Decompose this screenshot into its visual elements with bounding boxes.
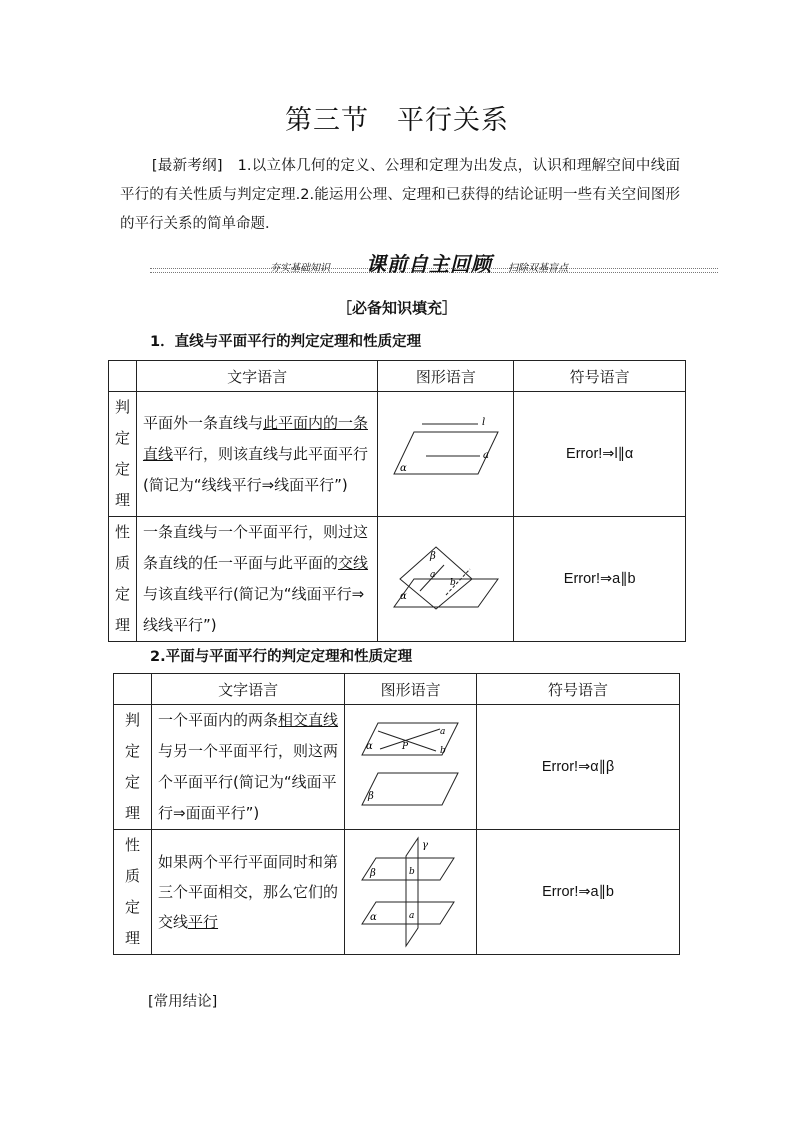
table-header-row [114, 674, 680, 705]
header-cell: 图形语言 [378, 361, 514, 392]
label-a: a [408, 911, 414, 921]
header-cell [114, 674, 152, 705]
banner-right-text: 扫除双基盲点 [508, 263, 568, 274]
figure-cell [345, 705, 477, 830]
text-cell [152, 830, 345, 955]
text-cell [136, 392, 377, 517]
label-a: a [482, 450, 489, 461]
page-title [0, 98, 794, 137]
plane-plane-parallel-table [113, 673, 680, 955]
symbol-cell: Error!⇒a∥b [514, 517, 686, 642]
text-part: 平面外一条直线与 [142, 413, 263, 432]
symbol-cell: Error!⇒a∥b [477, 830, 680, 955]
symbol-cell: Error!⇒l∥α [514, 392, 686, 517]
label-alpha: α [399, 591, 407, 602]
label-alpha: α [399, 463, 407, 474]
row-label: 性质定理 [109, 517, 137, 642]
symbol-cell: Error!⇒α∥β [477, 705, 680, 830]
line-plane-parallel-table [108, 360, 686, 642]
underlined-text: 交线 [337, 554, 368, 572]
underlined-text: 平行 [188, 913, 219, 931]
table1-heading: 1．直线与平面平行的判定定理和性质定理 [150, 334, 422, 350]
text-part: 一条直线与一个平面平行，则过这条直线的任一平面与此平面的 [142, 523, 368, 572]
figure-cell [378, 392, 514, 517]
underlined-text: 此平面内的一条直线 [142, 413, 368, 463]
text-part: 与该直线平行(简记为“线面平行⇒线线平行”) [142, 585, 365, 634]
row-label: 性质定理 [114, 830, 152, 955]
table-row [109, 392, 686, 517]
label-gamma: γ [421, 840, 428, 851]
syllabus-outline: [最新考纲] 1.以立体几何的定义、公理和定理为出发点，认识和理解空间中线面平行的有关性质与判定定理.2.能运用公理、定理和已获得的结论证明一些有关空间图形的平行关系的简单命题． [120, 158, 680, 232]
table2-heading: 2.平面与平面平行的判定定理和性质定理 [150, 649, 413, 665]
label-beta: β [367, 791, 374, 802]
line-plane-figure [386, 412, 506, 492]
label-P: P [401, 742, 408, 752]
row-label: 判定定理 [109, 392, 137, 517]
section-number: 第三节 [285, 105, 369, 136]
table-row [114, 705, 680, 830]
header-cell: 文字语言 [152, 674, 345, 705]
label-b: b [449, 578, 456, 588]
text-part: 如果两个平行平面同时和第三个平面相交，那么它们的交线 [158, 853, 339, 931]
plane-plane-figure [356, 715, 466, 815]
plane-plane-property-figure [356, 832, 466, 948]
line-plane-property-figure [386, 537, 506, 617]
text-cell [152, 705, 345, 830]
figure-cell [345, 830, 477, 955]
text-cell [136, 517, 377, 642]
label-beta: β [369, 868, 376, 879]
header-cell: 符号语言 [477, 674, 680, 705]
plane-alpha-shape [394, 579, 498, 607]
table-header-row [109, 361, 686, 392]
section-name: 平行关系 [397, 105, 509, 136]
subsection-title: ［必备知识填充］ [336, 299, 457, 317]
text-part: 平行，则该直线与此平面平行(简记为“线线平行⇒线面平行”) [142, 444, 368, 494]
label-b: b [439, 746, 446, 756]
header-cell: 文字语言 [136, 361, 377, 392]
label-a: a [429, 570, 436, 580]
common-conclusions-label: [常用结论] [148, 994, 218, 1010]
plane-gamma-shape [406, 838, 418, 946]
header-cell: 符号语言 [514, 361, 686, 392]
label-alpha: α [369, 912, 377, 923]
text-part: 一个平面内的两条 [158, 711, 279, 729]
plane-beta-shape [362, 858, 454, 880]
text-part: 与另一个平面平行，则这两个平面平行(简记为“线面平行⇒面面平行”) [158, 742, 339, 822]
label-a: a [439, 727, 445, 737]
table-row [114, 830, 680, 955]
label-alpha: α [365, 741, 373, 752]
banner-left-text: 夯实基础知识 [270, 263, 330, 274]
header-cell: 图形语言 [345, 674, 477, 705]
label-beta: β [429, 551, 436, 562]
figure-cell [378, 517, 514, 642]
plane-beta-shape [362, 773, 458, 805]
section-banner [150, 246, 718, 276]
header-cell [109, 361, 137, 392]
banner-title: 课前自主回顾 [366, 252, 492, 276]
label-l: l [481, 417, 486, 428]
table-row [109, 517, 686, 642]
row-label: 判定定理 [114, 705, 152, 830]
label-b: b [408, 867, 415, 877]
underlined-text: 相交直线 [278, 711, 339, 729]
line-b [380, 729, 440, 749]
